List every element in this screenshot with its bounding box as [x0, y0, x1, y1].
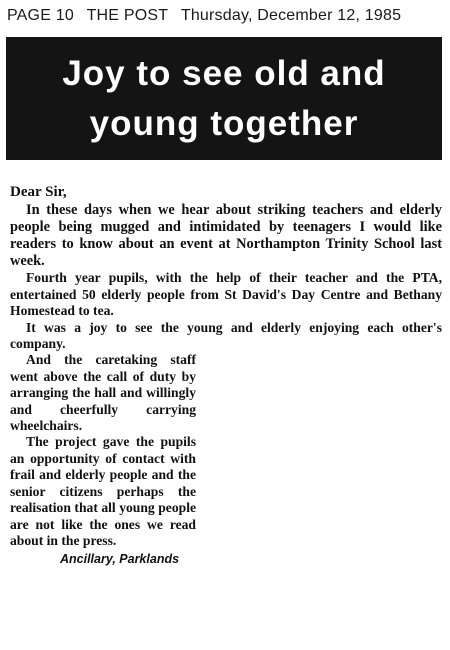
letter-body [10, 184, 442, 568]
letter-paragraph: In these days when we hear about striking teachers and elderly people being mugged and intimidated by teenagers I would like readers to know about an event at Northampton Trinity School last week. [10, 202, 442, 270]
headline-line-2: young together [89, 103, 359, 143]
headline-line-1: Joy to see old and [62, 53, 386, 93]
letter-paragraph: It was a joy to see the young and elderly enjoying each other's company. [10, 319, 442, 352]
headline-banner [6, 37, 442, 160]
page-number: PAGE 10 [7, 7, 74, 24]
letter-signature: Ancillary, Parklands [60, 552, 180, 567]
newspaper-name: THE POST [86, 7, 169, 24]
salutation: Dear Sir, [10, 184, 67, 200]
letter-paragraph: And the caretaking staff went above the call of duty by arranging the hall and willingly and cheerfully carrying wheelchairs. [10, 352, 196, 434]
letter-paragraph: Fourth year pupils, with the help of their teacher and the PTA, entertained 50 elderly people from St David's Day Centre and Bethany Homestead to tea. [10, 270, 442, 319]
publication-date: Thursday, December 12, 1985 [180, 7, 402, 24]
masthead [7, 7, 443, 25]
letter-paragraph: The project gave the pupils an opportunity of contact with frail and elderly people and the senior citizens perhaps the realisation that all young people are not like the ones we read about in the press. [10, 434, 196, 548]
